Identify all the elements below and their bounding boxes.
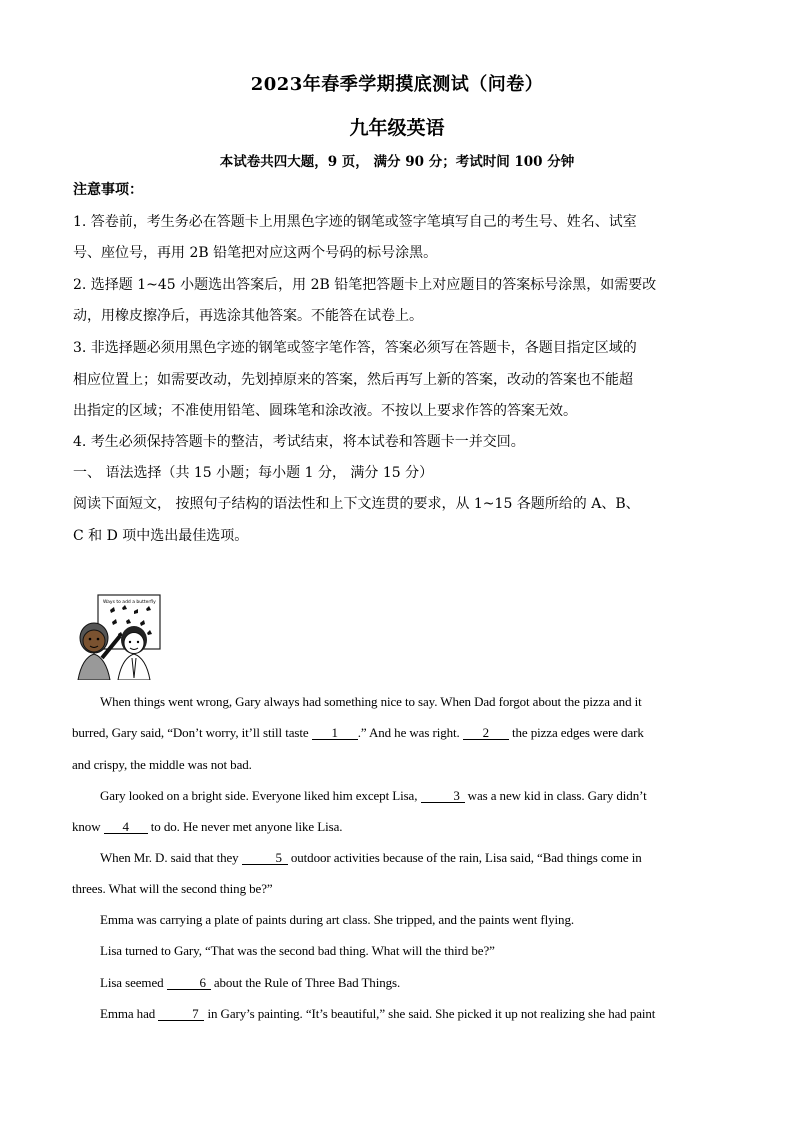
passage-line [72, 849, 732, 867]
page-subtitle: 九年级英语 [349, 117, 445, 139]
note-line: 动，用橡皮擦净后，再选涂其他答案。不能答在试卷上。 [73, 308, 423, 324]
passage-text: Gary looked on a bright side. Everyone liked him except Lisa, [100, 788, 421, 803]
note-line: 1. 答卷前，考生务必在答题卡上用黑色字迹的钢笔或签字笔填写自己的考生号、姓名、试室 [73, 214, 637, 230]
note-line: 4. 考生必须保持答题卡的整洁，考试结束，将本试卷和答题卡一并交回。 [73, 434, 525, 450]
note-line: 号、座位号，再用 2B 铅笔把对应这两个号码的标号涂黑。 [73, 245, 438, 261]
blank-2: 2 [463, 726, 509, 740]
passage-line [72, 974, 732, 992]
notes-heading: 注意事项： [73, 182, 143, 198]
blank-7: 7 [158, 1007, 204, 1021]
note-line: 出指定的区域；不准使用铅笔、圆珠笔和涂改液。不按以上要求作答的答案无效。 [73, 403, 577, 419]
passage-text: was a new kid in class. Gary didn’t [464, 788, 647, 803]
passage-line: When things went wrong, Gary always had something nice to say. When Dad forgot about the pizza and it [100, 694, 642, 709]
section-instruction: C 和 D 项中选出最佳选项。 [73, 528, 249, 544]
passage-text: Lisa seemed [100, 975, 167, 990]
note-line: 3. 非选择题必须用黑色字迹的钢笔或签字笔作答，答案必须写在答题卡，各题目指定区域的 [73, 340, 637, 356]
note-line: 相应位置上；如需要改动，先划掉原来的答案，然后再写上新的答案，改动的答案也不能超 [73, 372, 633, 388]
blank-3: 3 [421, 789, 465, 803]
passage-text: burred, Gary said, “Don’t worry, it’ll still taste [72, 725, 312, 740]
passage-line [72, 1005, 732, 1023]
section-heading: 一、 语法选择（共 15 小题；每小题 1 分， 满分 15 分） [73, 465, 434, 481]
passage-text: .” And he was right. [357, 725, 463, 740]
passage-text: about the Rule of Three Bad Things. [210, 975, 401, 990]
passage-text: in Gary’s painting. “It’s beautiful,” she said. She picked it up not realizing she had paint [204, 1006, 656, 1021]
section-instruction: 阅读下面短文， 按照句子结构的语法性和上下文连贯的要求，从 1~15 各题所给的 A、B、 [73, 496, 640, 512]
blank-4: 4 [104, 820, 148, 834]
passage-line: Emma was carrying a plate of paints during art class. She tripped, and the paints went flying. [100, 912, 575, 927]
passage-line [72, 787, 732, 805]
passage-text: know [72, 819, 104, 834]
blank-1: 1 [312, 726, 358, 740]
exam-info: 本试卷共四大题，9 页， 满分 90 分；考试时间 100 分钟 [219, 154, 575, 170]
passage-text: to do. He never met anyone like Lisa. [147, 819, 343, 834]
blank-5: 5 [242, 851, 288, 865]
passage-text: When Mr. D. said that they [100, 850, 242, 865]
passage-line [72, 724, 732, 742]
passage-line: threes. What will the second thing be?” [72, 881, 273, 896]
blank-6: 6 [167, 976, 211, 990]
page-title: 2023年春季学期摸底测试（问卷） [250, 74, 544, 95]
passage-text: Emma had [100, 1006, 159, 1021]
passage-text: outdoor activities because of the rain, Lisa said, “Bad things come in [287, 850, 642, 865]
note-line: 2. 选择题 1~45 小题选出答案后，用 2B 铅笔把答题卡上对应题目的答案标号涂黑，如需要改 [73, 277, 657, 293]
passage-line: and crispy, the middle was not bad. [72, 757, 252, 772]
board-caption: Ways to add a butterfly [103, 600, 156, 605]
passage-line [72, 818, 732, 836]
passage-text: the pizza edges were dark [508, 725, 644, 740]
passage-line: Lisa turned to Gary, “That was the second bad thing. What will the third be?” [100, 943, 495, 958]
children-at-board-illustration [72, 592, 164, 680]
